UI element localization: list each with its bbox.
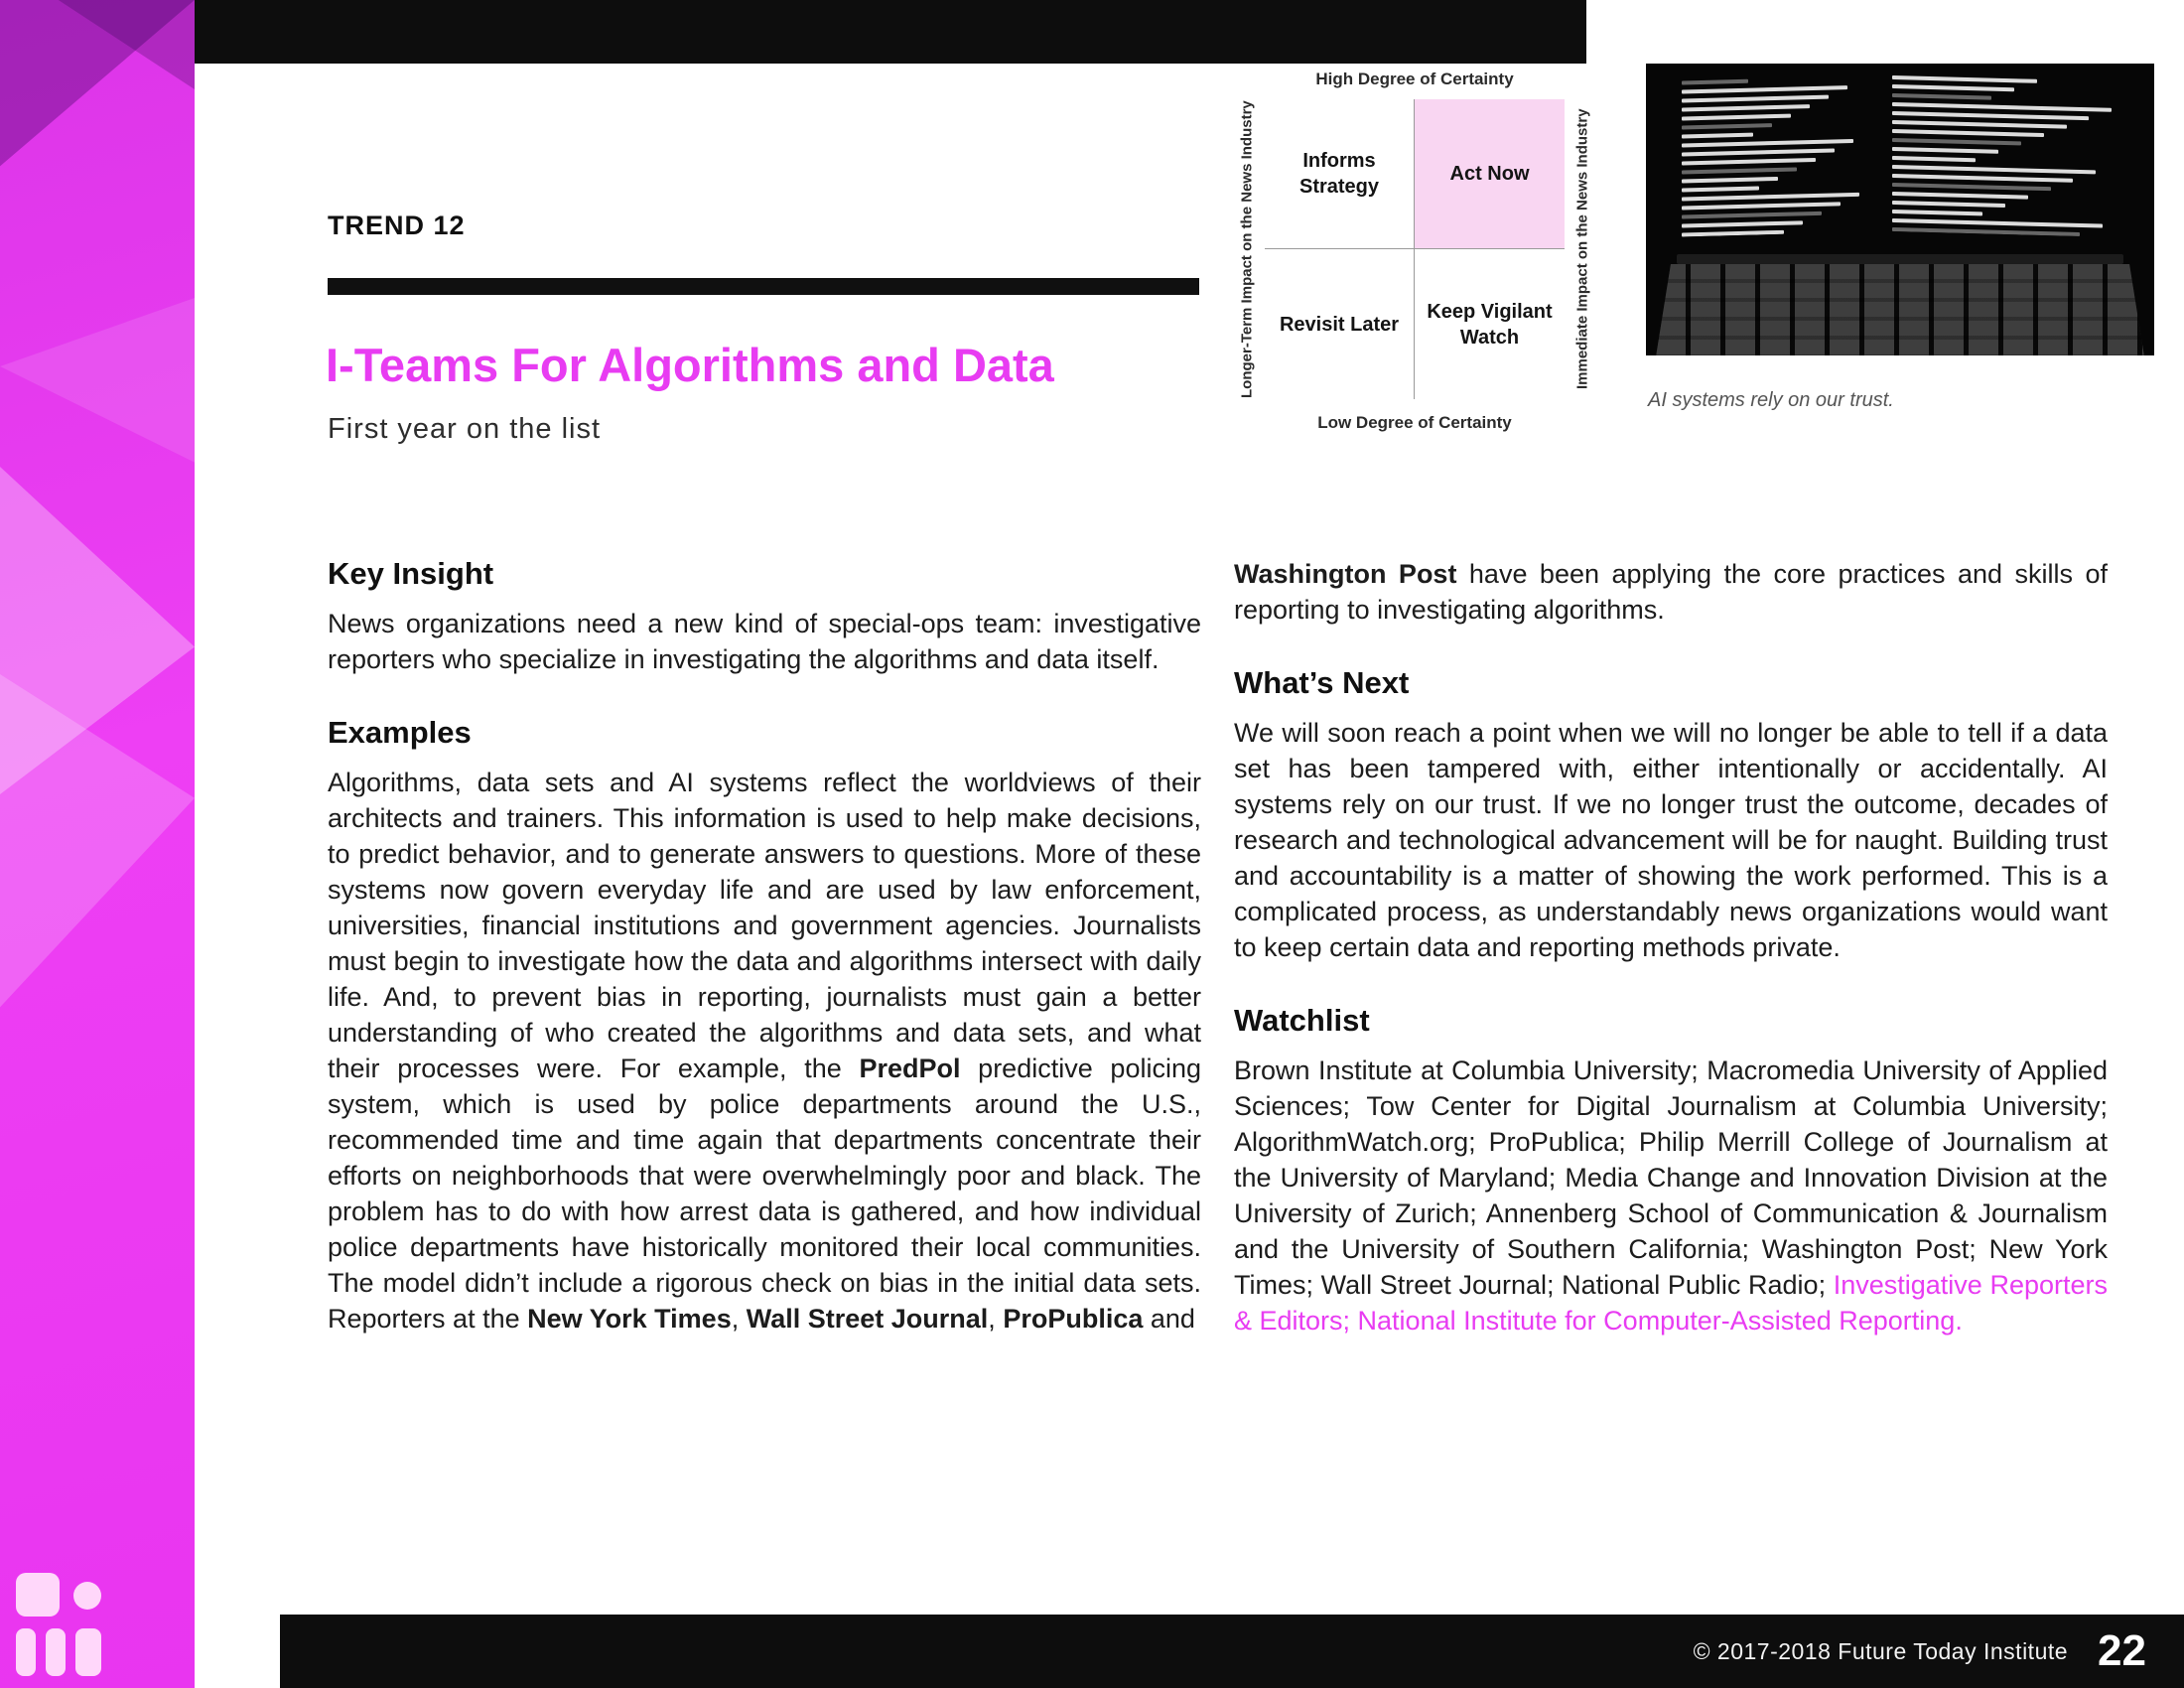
body-paragraph: News organizations need a new kind of special-ops team: investigative reporters who specialize in investigating the algorithms and data itself. [328,609,1201,674]
section-heading: Key Insight [328,556,494,591]
quadrant-cell-act-now: Act Now [1415,99,1565,249]
section-heading: Examples [328,715,472,750]
body-paragraph: Brown Institute at Columbia University; Macromedia University of Applied Sciences; Tow Center for Digital Journalism at Columbia University; AlgorithmWatch.org; ProPublica; Philip Merrill College of Journalism at the University of Maryland; Media Change and Innovation Division at the University of Zurich; Annenberg School of Communication & Journalism and the University of Southern California; Washington Post; New York Times; Wall Street Journal; National Public Radio; Investigative Reporters & Editors; National Institute for Computer-Assisted Reporting. [1234,1055,2108,1336]
body-paragraph: Algorithms, data sets and AI systems reflect the worldviews of their architects and trainers. This information is used to help make decisions, to predict behavior, and to generate answers to questions. More of these systems now govern everyday life and are used by law enforcement, universities, financial institutions and government agencies. Journalists must begin to investigate how the data and algorithms intersect with daily life. And, to prevent bias in reporting, journalists must gain a better understanding of who created the algorithms and data sets, and what their processes were. For example, the PredPol predictive policing system, which is used by police departments around the U.S., recommended time and time again that departments concentrate their efforts on neighborhoods that were overwhelmingly poor and black. The problem has to do with how arrest data is gathered, and how individual police departments have historically monitored their local communities. The model didn’t include a rigorous check on bias in the initial data sets. Reporters at the New York Times, Wall Street Journal, ProPublica and [328,768,1201,1334]
page-title: I-Teams For Algorithms and Data [326,339,1054,391]
article-column-right [1234,556,2108,1348]
laptop-keyboard [1656,264,2144,355]
quadrant-label-right: Immediate Impact on the News Industry [1573,108,1591,390]
logo-square-icon [16,1573,60,1617]
quadrant-cell-informs-strategy: Informs Strategy [1265,99,1415,249]
fti-logo [16,1573,119,1676]
code-panel-left [1682,71,1870,237]
footer-page-number: 22 [2098,1626,2146,1675]
body-paragraph: Washington Post have been applying the core practices and skills of reporting to investigating algorithms. [1234,559,2108,625]
footer-bar [280,1615,2184,1688]
article-column-left [328,556,1201,1346]
top-black-bar [195,0,1586,64]
quadrant-cell-keep-vigilant-watch: Keep Vigilant Watch [1427,300,1553,349]
strip-facet [0,298,195,526]
logo-bar-icon [16,1628,36,1676]
page-subtitle: First year on the list [328,413,602,445]
trend-divider [328,278,1199,295]
logo-bar-icon [46,1628,66,1676]
logo-dot-icon [73,1582,101,1610]
quadrant-label-bottom: Low Degree of Certainty [1317,413,1512,432]
quadrant-cell-revisit-later: Revisit Later [1265,249,1415,399]
logo-bar-icon [75,1628,101,1676]
photo-caption: AI systems rely on our trust. [1648,389,1894,411]
code-panel-right [1892,70,2118,237]
trend-label: TREND 12 [328,211,466,240]
laptop-code-photo [1646,64,2154,355]
quadrant-chart [1229,70,1600,433]
magenta-side-strip [0,0,195,1688]
section-heading: Watchlist [1234,1003,1370,1038]
laptop-hinge [1677,254,2124,264]
body-paragraph: We will soon reach a point when we will no longer be able to tell if a data set has been tampered with, either intentionally or accidentally. AI systems rely on our trust. If we no longer trust the outcome, decades of research and technological advancement will be for naught. Building trust and accountability is a matter of showing the work performed. This is a complicated process, as understandably news organizations would want to keep certain data and reporting methods private. [1234,718,2108,962]
section-heading: What’s Next [1234,665,1410,700]
quadrant-grid [1265,99,1565,399]
footer-copyright: © 2017-2018 Future Today Institute [1693,1637,2069,1664]
quadrant-label-left: Longer-Term Impact on the News Industry [1238,100,1256,398]
quadrant-label-top: High Degree of Certainty [1315,70,1514,88]
